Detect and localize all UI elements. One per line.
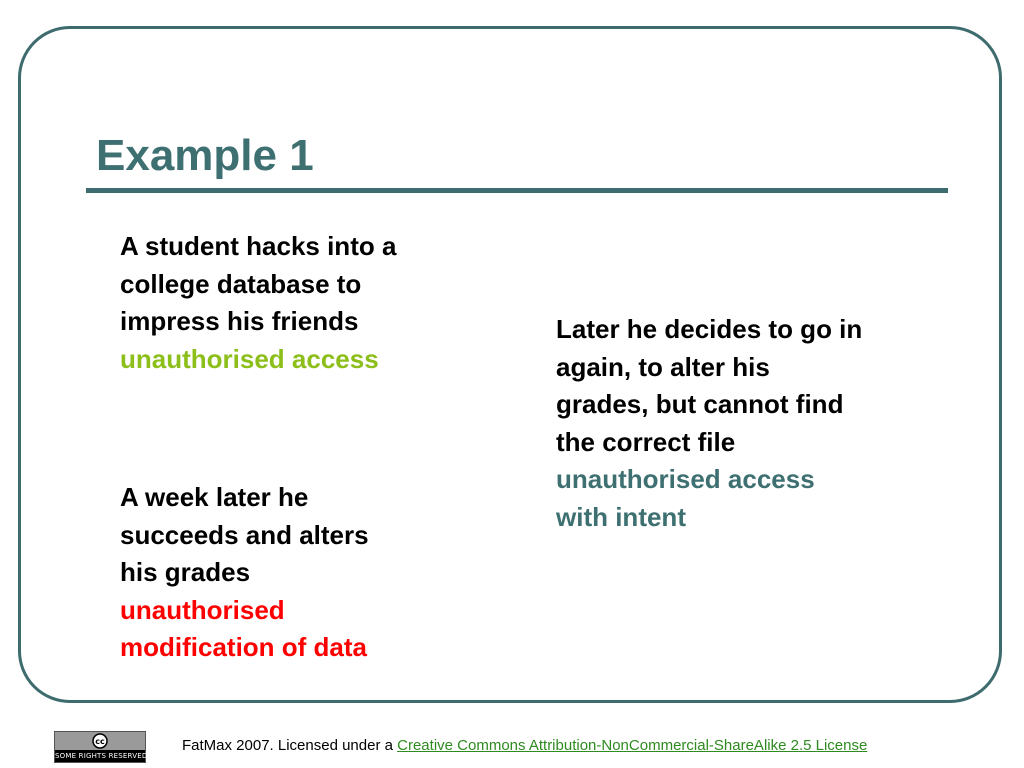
left-paragraph-1 [120,228,480,378]
highlight-unauthorised-access: unauthorised access [120,343,379,374]
svg-text:cc: cc [95,737,105,746]
badge-text: SOME RIGHTS RESERVED [55,752,148,760]
text-line: college database to [120,268,362,299]
footer-prefix: FatMax 2007. Licensed under a [182,737,398,754]
license-link[interactable]: Creative Commons Attribution-NonCommercial-ShareAlike 2.5 License [397,737,868,754]
text-line: his grades [120,557,251,587]
text-line: grades, but cannot find [556,389,844,419]
text-line: A student hacks into a [120,231,397,261]
right-paragraph-1 [556,311,956,536]
highlight-modification-line-1: unauthorised [120,594,285,625]
text-line: impress his friends [120,306,359,336]
highlight-intent-line-1: unauthorised access [556,464,815,494]
title-underline [86,188,948,193]
text-line: again, to alter his [556,351,770,382]
text-line: the correct file [556,426,736,457]
text-line: succeeds and alters [120,519,369,550]
text-line: Later he decides to go in [556,314,863,344]
left-paragraph-2 [120,479,480,667]
slide-title: Example 1 [96,131,314,180]
footer-license [182,737,867,754]
cc-icon [92,733,108,749]
cc-license-badge[interactable] [54,731,146,763]
text-line: A week later he [120,482,309,512]
highlight-intent-line-2: with intent [556,501,686,532]
highlight-modification-line-2: modification of data [120,632,367,662]
